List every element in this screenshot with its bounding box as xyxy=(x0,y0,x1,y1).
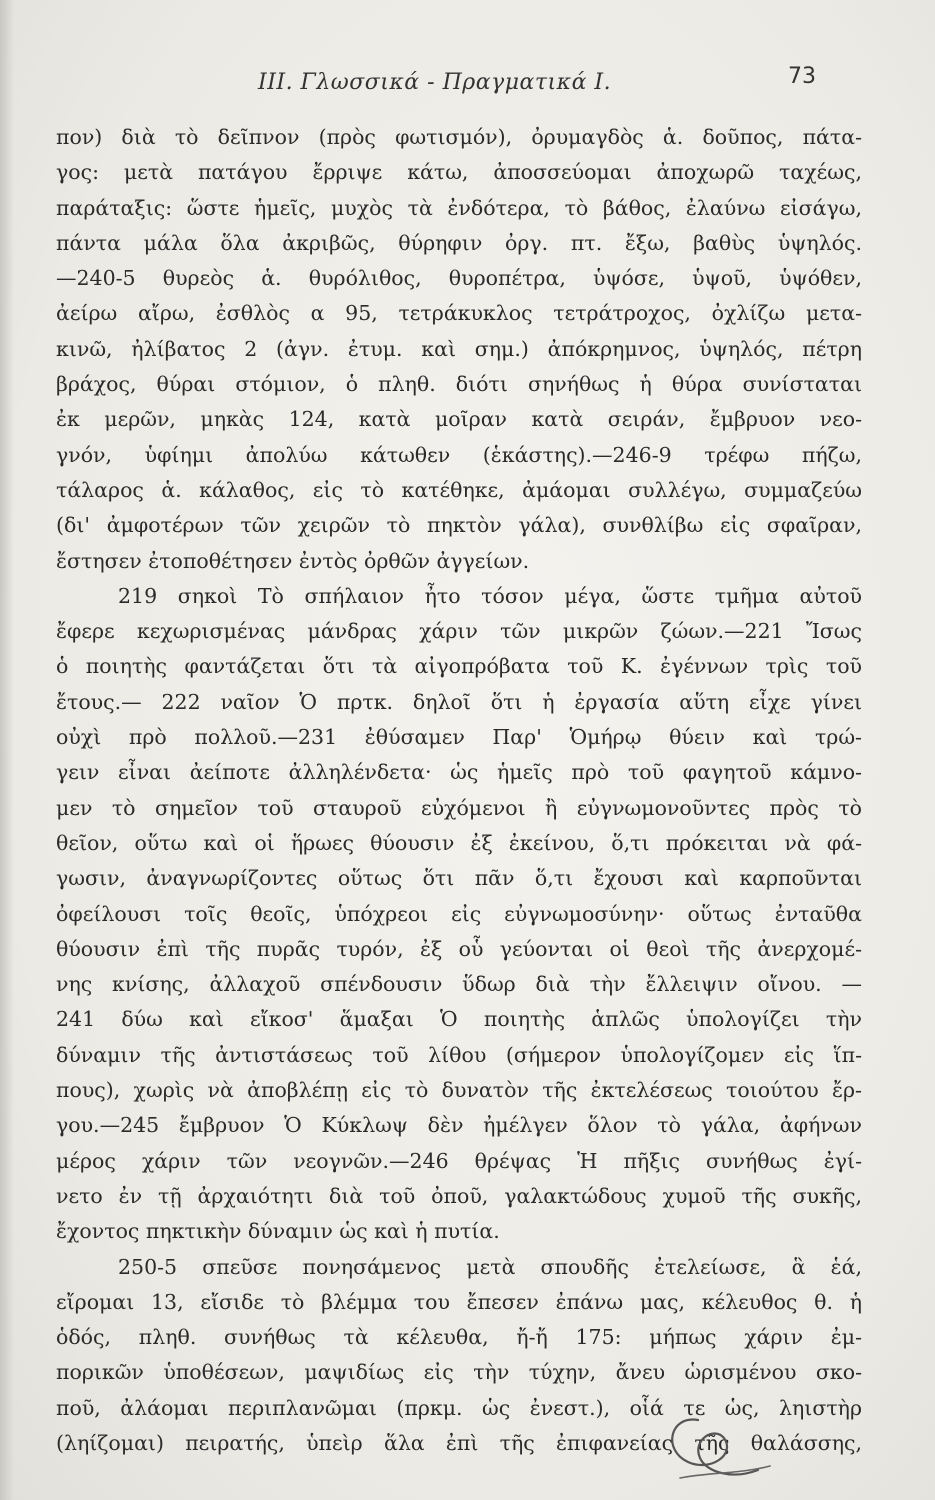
text-line: θύουσιν ἐπὶ τῆς πυρᾶς τυρόν, ἐξ οὗ γεύονται οἱ θεοὶ τῆς ἀνερχομέ- xyxy=(56,936,862,961)
text-line: κινῶ, ἠλίβατος 2 (ἀγν. ἐτυμ. καὶ σημ.) ἀπόκρημνος, ὑψηλός, πέτρη xyxy=(56,336,862,361)
text-line: ἀείρω αἴρω, ἐσθλὸς α 95, τετράκυκλος τετράτροχος, ὀχλίζω μετα- xyxy=(56,301,862,326)
text-line: βράχος, θύραι στόμιον, ὁ πληθ. διότι σηνήθως ἡ θύρα συνίσταται xyxy=(56,372,862,397)
text-line: (δι' ἀμφοτέρων τῶν χειρῶν τὸ πηκτὸν γάλα), συνθλίβω εἰς σφαῖραν, xyxy=(56,513,862,538)
text-line: 241 δύω καὶ εἴκοσ' ἅμαξαι Ὁ ποιητὴς ἁπλῶς ὑπολογίζει τὴν xyxy=(56,1007,862,1032)
text-line: ἔτους.— 222 ναῖον Ὁ πρτκ. δηλοῖ ὅτι ἡ ἐργασία αὕτη εἶχε γίνει xyxy=(56,689,862,714)
text-line: πους), χωρὶς νὰ ἀποβλέπῃ εἰς τὸ δυνατὸν τῆς ἐκτελέσεως τοιούτου ἔρ- xyxy=(56,1078,862,1103)
handwritten-signature xyxy=(640,1400,780,1490)
page-edge-shadow xyxy=(0,0,14,1500)
text-line: ἔστησεν ἐτοποθέτησεν ἐντὸς ὀρθῶν ἀγγείων. xyxy=(56,548,530,573)
text-line: θεῖον, οὕτω καὶ οἱ ἥρωες θύουσιν ἐξ ἐκείνου, ὅ,τι πρόκειται νὰ φά- xyxy=(56,830,862,855)
text-line: ἔχοντος πηκτικὴν δύναμιν ὡς καὶ ἡ πυτία. xyxy=(56,1219,500,1244)
page-header xyxy=(0,64,935,106)
text-line: νετο ἐν τῇ ἀρχαιότητι διὰ τοῦ ὀποῦ, γαλακτώδους χυμοῦ τῆς συκῆς, xyxy=(56,1183,862,1208)
text-line: (ληίζομαι) πειρατής, ὑπεὶρ ἅλα ἐπὶ τῆς ἐπιφανείας τῆς θαλάσσης, xyxy=(56,1430,862,1455)
text-line: ὀφείλουσι τοῖς θεοῖς, ὑπόχρεοι εἰς εὐγνωμοσύνην· οὕτως ἐνταῦθα xyxy=(56,901,862,926)
text-line: μεν τὸ σημεῖον τοῦ σταυροῦ εὐχόμενοι ἢ εὐγνωμονοῦντες πρὸς τὸ xyxy=(56,795,862,820)
text-line: εἴρομαι 13, εἴσιδε τὸ βλέμμα του ἔπεσεν ἐπάνω μας, κέλευθος θ. ἡ xyxy=(56,1289,862,1314)
text-line: 250-5 σπεῦσε πονησάμενος μετὰ σπουδῆς ἐτελείωσε, ἃ ἑά, xyxy=(118,1254,862,1279)
text-line: πον) διὰ τὸ δεῖπνον (πρὸς φωτισμόν), ὀρυμαγδὸς ἁ. δοῦπος, πάτα- xyxy=(56,125,862,149)
text-line: ἔφερε κεχωρισμένας μάνδρας χάριν τῶν μικρῶν ζώων.—221 Ἴσως xyxy=(56,619,862,644)
text-line: γου.—245 ἔμβρυον Ὁ Κύκλωψ δὲν ἠμέλγεν ὅλον τὸ γάλα, ἀφήνων xyxy=(56,1113,862,1138)
commentary-text xyxy=(56,120,862,1461)
text-line: μέρος χάριν τῶν νεογνῶν.—246 θρέψας Ἡ πῆξις συνήθως ἐγί- xyxy=(56,1148,862,1173)
text-line: παράταξις: ὥστε ἡμεῖς, μυχὸς τὰ ἐνδότερα, τὸ βάθος, ἐλαύνω εἰσάγω, xyxy=(56,195,862,220)
text-line: πάντα μάλα ὅλα ἀκριβῶς, θύρηφιν ὀργ. πτ. ἔξω, βαθὺς ὑψηλός. xyxy=(56,230,862,255)
text-line: οὐχὶ πρὸ πολλοῦ.—231 ἐθύσαμεν Παρ' Ὁμήρῳ θύειν καὶ τρώ- xyxy=(56,725,862,750)
text-line: ποῦ, ἀλάομαι περιπλανῶμαι (πρκμ. ὡς ἐνεστ.), οἷά τε ὡς, ληιστὴρ xyxy=(56,1395,862,1420)
text-line: νης κνίσης, ἀλλαχοῦ σπένδουσιν ὕδωρ διὰ τὴν ἔλλειψιν οἴνου. — xyxy=(56,972,862,997)
text-line: γος: μετὰ πατάγου ἔρριψε κάτω, ἀποσσεύομαι ἀποχωρῶ ταχέως, xyxy=(56,160,862,185)
page-number: 73 xyxy=(788,64,816,89)
text-line: ὁ ποιητὴς φαντάζεται ὅτι τὰ αἰγοπρόβατα τοῦ Κ. ἐγέννων τρὶς τοῦ xyxy=(56,654,862,679)
text-line: ὁδός, πληθ. συνήθως τὰ κέλευθα, ἤ-ἤ 175: μήπως χάριν ἐμ- xyxy=(56,1325,862,1350)
text-line: τάλαρος ἁ. κάλαθος, εἰς τὸ κατέθηκε, ἀμάομαι συλλέγω, συμμαζεύω xyxy=(56,477,862,502)
text-line: ἐκ μερῶν, μηκὰς 124, κατὰ μοῖραν κατὰ σειράν, ἔμβρυον νεο- xyxy=(56,407,862,432)
text-line: γωσιν, ἀναγνωρίζοντες οὕτως ὅτι πᾶν ὅ,τι ἔχουσι καὶ καρποῦνται xyxy=(56,866,862,891)
text-line: 219 σηκοὶ Τὸ σπήλαιον ἦτο τόσον μέγα, ὥστε τμῆμα αὐτοῦ xyxy=(118,583,862,608)
running-title: III. Γλωσσικά - Πραγματικά I. xyxy=(258,70,612,95)
text-line: δύναμιν τῆς ἀντιστάσεως τοῦ λίθου (σήμερον ὑπολογίζομεν εἰς ἵπ- xyxy=(56,1042,862,1067)
text-line: γνόν, ὑφίημι ἀπολύω κάτωθεν (ἑκάστης).—246-9 τρέφω πήζω, xyxy=(56,442,862,467)
text-line: πορικῶν ὑποθέσεων, μαψιδίως εἰς τὴν τύχην, ἄνευ ὡρισμένου σκο- xyxy=(56,1360,862,1385)
text-line: —240-5 θυρεὸς ἁ. θυρόλιθος, θυροπέτρα, ὑψόσε, ὑψοῦ, ὑψόθεν, xyxy=(56,266,862,291)
text-line: γειν εἶναι ἀείποτε ἀλληλένδετα· ὡς ἡμεῖς πρὸ τοῦ φαγητοῦ κάμνο- xyxy=(56,760,862,785)
